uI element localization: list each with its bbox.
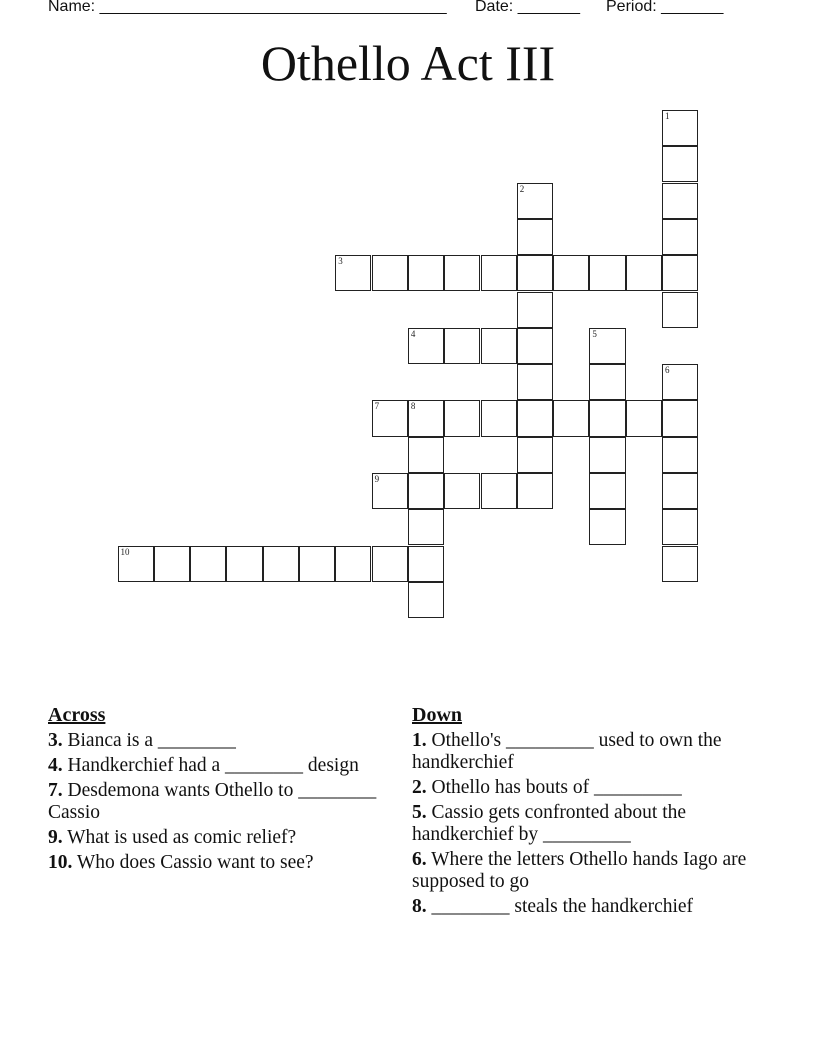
clue-number: 10 xyxy=(120,546,130,557)
grid-cell[interactable] xyxy=(517,400,553,436)
grid-cell[interactable] xyxy=(626,400,662,436)
page-title: Othello Act III xyxy=(260,35,556,91)
grid-cell[interactable] xyxy=(444,255,480,291)
grid-cell[interactable] xyxy=(444,473,480,509)
clue-label: 2. xyxy=(412,777,427,798)
grid-cell[interactable] xyxy=(517,328,553,364)
grid-cell[interactable] xyxy=(589,328,625,364)
across-clue xyxy=(48,827,378,849)
across-clue xyxy=(48,755,378,777)
clue-number: 4 xyxy=(410,328,416,339)
grid-cell[interactable] xyxy=(662,255,698,291)
clue-label: 4. xyxy=(48,755,63,776)
clue-text: What is used as comic relief? xyxy=(67,827,297,848)
across-clue xyxy=(48,852,378,874)
grid-cell[interactable] xyxy=(118,546,154,582)
grid-cell[interactable] xyxy=(263,546,299,582)
grid-cell[interactable] xyxy=(481,400,517,436)
grid-cell[interactable] xyxy=(481,255,517,291)
clue-number: 2 xyxy=(519,183,525,194)
clue-number: 3 xyxy=(338,256,343,267)
clue-text: Othello's _________ used to own the handkerchief xyxy=(412,730,722,773)
grid-cell[interactable] xyxy=(408,400,444,436)
clue-label: 7. xyxy=(48,780,63,801)
clue-label: 9. xyxy=(48,827,63,848)
grid-cell[interactable] xyxy=(481,473,517,509)
down-clue xyxy=(412,802,752,846)
grid-cell[interactable] xyxy=(481,328,517,364)
clue-label: 6. xyxy=(412,849,427,870)
grid-cell[interactable] xyxy=(372,473,408,509)
down-clue xyxy=(412,777,752,799)
grid-cell[interactable] xyxy=(662,509,698,545)
down-clues xyxy=(412,704,752,921)
grid-cell[interactable] xyxy=(626,255,662,291)
across-clue xyxy=(48,780,378,824)
grid-cell[interactable] xyxy=(553,255,589,291)
clue-number: 1 xyxy=(665,111,670,121)
grid-cell[interactable] xyxy=(372,400,408,436)
clue-number: 7 xyxy=(374,401,380,412)
grid-cell[interactable] xyxy=(226,546,262,582)
clue-label: 8. xyxy=(412,896,427,917)
grid-cell[interactable] xyxy=(662,183,698,219)
down-clue-list xyxy=(412,730,752,918)
grid-cell[interactable] xyxy=(589,255,625,291)
clue-label: 3. xyxy=(48,730,63,751)
across-clue xyxy=(48,730,378,752)
clue-number: 9 xyxy=(374,474,380,484)
across-clues xyxy=(48,704,378,877)
down-clue xyxy=(412,730,752,774)
grid-cell[interactable] xyxy=(408,582,444,618)
grid-cell[interactable] xyxy=(517,219,553,255)
clue-text: Othello has bouts of _________ xyxy=(431,777,682,798)
grid-cell[interactable] xyxy=(190,546,226,582)
grid-cell[interactable] xyxy=(517,473,553,509)
date-field[interactable]: Date: _______ xyxy=(475,0,580,15)
grid-cell[interactable] xyxy=(517,292,553,328)
grid-cell[interactable] xyxy=(553,400,589,436)
grid-cell[interactable] xyxy=(154,546,190,582)
clue-label: 5. xyxy=(412,802,427,823)
grid-cell[interactable] xyxy=(589,473,625,509)
grid-cell[interactable] xyxy=(662,146,698,182)
grid-cell[interactable] xyxy=(662,110,698,146)
grid-cell[interactable] xyxy=(408,437,444,473)
grid-cell[interactable] xyxy=(517,364,553,400)
grid-cell[interactable] xyxy=(372,546,408,582)
grid-cell[interactable] xyxy=(408,328,444,364)
grid-cell[interactable] xyxy=(517,183,553,219)
clue-label: 1. xyxy=(412,730,427,751)
grid-cell[interactable] xyxy=(589,364,625,400)
across-heading: Across xyxy=(48,704,106,726)
period-field[interactable]: Period: _______ xyxy=(606,0,724,15)
clue-text: Bianca is a ________ xyxy=(67,730,236,751)
clue-text: Where the letters Othello hands Iago are supposed to go xyxy=(412,849,747,892)
grid-cell[interactable] xyxy=(662,400,698,436)
clue-text: Desdemona wants Othello to ________ Cassio xyxy=(48,780,377,823)
across-clue-list xyxy=(48,730,378,874)
grid-cell[interactable] xyxy=(589,400,625,436)
grid-cell[interactable] xyxy=(444,328,480,364)
grid-cell[interactable] xyxy=(408,473,444,509)
grid-cell[interactable] xyxy=(444,400,480,436)
clue-text: Handkerchief had a ________ design xyxy=(67,755,359,776)
grid-cell[interactable] xyxy=(335,255,371,291)
grid-cell[interactable] xyxy=(408,255,444,291)
down-clue xyxy=(412,849,752,893)
grid-cell[interactable] xyxy=(372,255,408,291)
clue-number: 8 xyxy=(410,401,416,412)
grid-cell[interactable] xyxy=(299,546,335,582)
clue-number: 6 xyxy=(665,365,670,376)
grid-cell[interactable] xyxy=(589,437,625,473)
grid-cell[interactable] xyxy=(662,546,698,582)
grid-cell[interactable] xyxy=(408,509,444,545)
clue-number: 5 xyxy=(592,328,597,339)
grid-cell[interactable] xyxy=(335,546,371,582)
grid-cell[interactable] xyxy=(517,437,553,473)
down-clue xyxy=(412,896,752,918)
grid-cell[interactable] xyxy=(517,255,553,291)
grid-cell[interactable] xyxy=(589,509,625,545)
grid-cell[interactable] xyxy=(408,546,444,582)
clue-text: Who does Cassio want to see? xyxy=(76,852,314,873)
name-field[interactable]: Name: _______________________________________ xyxy=(48,0,447,15)
grid-cell[interactable] xyxy=(662,219,698,255)
grid-cell[interactable] xyxy=(662,292,698,328)
grid-cell[interactable] xyxy=(662,437,698,473)
clue-text: Cassio gets confronted about the handkerchief by _________ xyxy=(412,802,687,845)
clue-label: 10. xyxy=(48,852,73,873)
grid-cell[interactable] xyxy=(662,473,698,509)
down-heading: Down xyxy=(412,704,463,726)
clue-text: ________ steals the handkerchief xyxy=(431,896,694,917)
grid-cell[interactable] xyxy=(662,364,698,400)
